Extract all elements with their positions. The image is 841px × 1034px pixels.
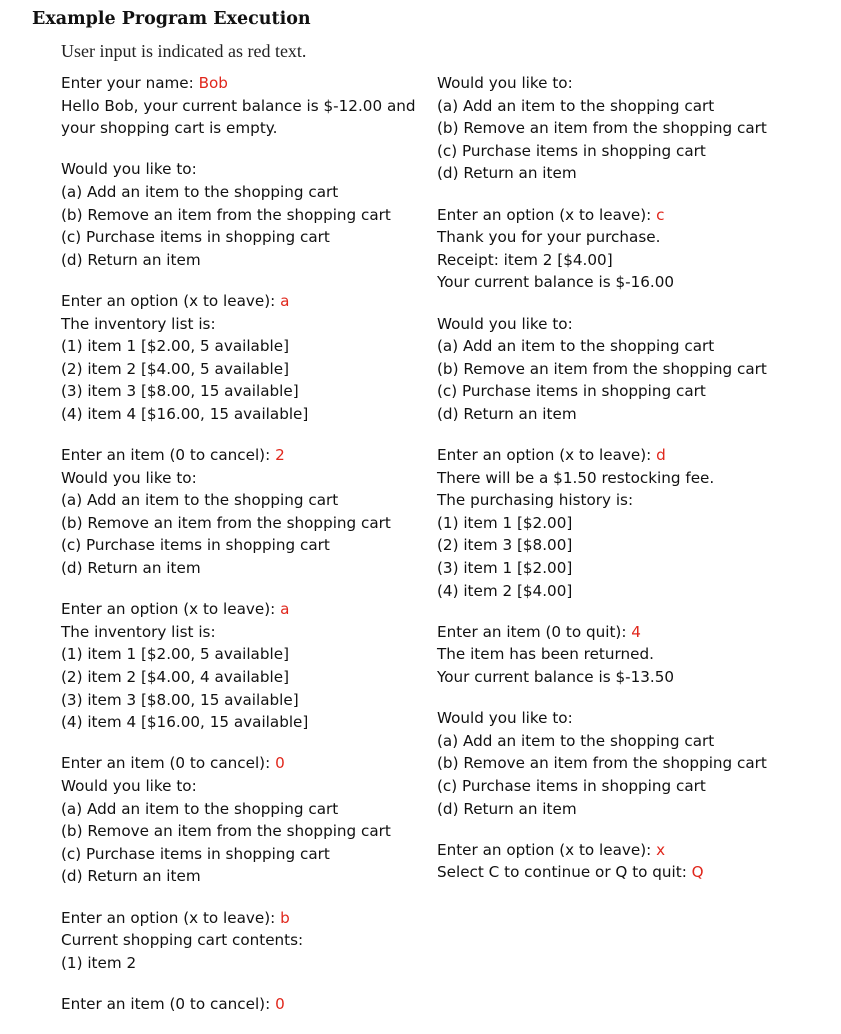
output-line (437, 467, 832, 490)
output-text: (4) item 4 [$16.00, 15 available] (61, 713, 309, 732)
user-input-text: 4 (631, 622, 641, 641)
output-text: (3) item 3 [$8.00, 15 available] (61, 382, 299, 401)
output-line (437, 580, 832, 603)
output-text: Enter an option (x to leave): (437, 446, 657, 465)
output-text: (d) Return an item (437, 799, 577, 818)
output-line (437, 666, 832, 689)
output-line (437, 204, 832, 227)
output-line (61, 204, 421, 227)
output-text: Would you like to: (437, 709, 573, 728)
output-text: (a) Add an item to the shopping cart (437, 337, 715, 356)
output-line (61, 843, 421, 866)
output-text: (b) Remove an item from the shopping cart (61, 205, 391, 224)
output-text: (a) Add an item to the shopping cart (437, 731, 715, 750)
output-line (61, 598, 421, 621)
output-text: There will be a $1.50 restocking fee. (437, 468, 715, 487)
output-line (437, 444, 832, 467)
output-text: (b) Remove an item from the shopping cart (61, 822, 391, 841)
output-line (437, 162, 832, 185)
output-line (437, 226, 832, 249)
input-legend-note: User input is indicated as red text. (61, 41, 307, 61)
output-text: (d) Return an item (437, 164, 577, 183)
output-line (61, 181, 421, 204)
output-line (61, 557, 421, 580)
output-text: (c) Purchase items in shopping cart (437, 777, 706, 795)
output-line (61, 929, 421, 952)
output-line (61, 489, 421, 512)
output-line (437, 489, 832, 512)
output-text: Enter an option (x to leave): (61, 908, 281, 927)
output-line (437, 643, 832, 666)
output-line (437, 95, 832, 118)
output-text: (d) Return an item (61, 559, 201, 578)
output-text: (c) Purchase items in shopping cart (61, 844, 330, 863)
output-text: Enter your name: (61, 74, 199, 92)
transcript-block (61, 752, 421, 888)
output-text: Thank you for your purchase. (437, 228, 661, 247)
output-line (61, 865, 421, 888)
output-text: (4) item 4 [$16.00, 15 available] (61, 404, 309, 423)
output-text: Current shopping cart contents: (61, 931, 304, 950)
user-input-text: d (656, 446, 666, 465)
output-text: (a) Add an item to the shopping cart (61, 182, 339, 201)
output-line (437, 117, 832, 140)
output-text: The item has been returned. (437, 645, 654, 664)
output-text: Enter an option (x to leave): (437, 205, 657, 224)
output-text: Would you like to: (437, 314, 573, 333)
output-line (437, 730, 832, 753)
output-text: Would you like to: (61, 777, 197, 795)
output-text: (3) item 3 [$8.00, 15 available] (61, 690, 299, 709)
output-line (437, 380, 832, 403)
transcript-block (61, 907, 421, 975)
output-line (61, 798, 421, 821)
output-text: (c) Purchase items in shopping cart (61, 536, 330, 555)
output-text: The purchasing history is: (437, 491, 634, 510)
output-text: (1) item 1 [$2.00, 5 available] (61, 337, 289, 356)
transcript-column-left (61, 72, 421, 1034)
user-input-text: a (280, 291, 290, 310)
output-line (61, 313, 421, 336)
output-line (61, 711, 421, 734)
output-text: The inventory list is: (61, 622, 216, 641)
output-line (61, 512, 421, 535)
output-text: (1) item 1 [$2.00, 5 available] (61, 645, 289, 664)
output-line (61, 335, 421, 358)
output-line (61, 290, 421, 313)
output-text: Enter an item (0 to cancel): (61, 754, 276, 773)
user-input-text: x (656, 840, 666, 859)
transcript-block (61, 158, 421, 271)
transcript-block (437, 444, 832, 602)
transcript-block (61, 444, 421, 580)
transcript-block (437, 72, 832, 185)
user-input-text: 2 (275, 446, 285, 465)
output-line (437, 839, 832, 862)
output-line (61, 467, 421, 490)
output-text: Enter an item (0 to cancel): (61, 994, 276, 1013)
output-line (437, 621, 832, 644)
user-input-text: c (656, 205, 665, 224)
output-text: (d) Return an item (61, 867, 201, 886)
output-line (61, 249, 421, 272)
output-text: (a) Add an item to the shopping cart (61, 799, 339, 818)
output-text: (d) Return an item (437, 404, 577, 423)
output-text: Enter an option (x to leave): (61, 600, 281, 619)
output-line (61, 907, 421, 930)
output-text: (c) Purchase items in shopping cart (437, 382, 706, 401)
output-text: (c) Purchase items in shopping cart (437, 141, 706, 160)
output-text: (c) Purchase items in shopping cart (61, 228, 330, 247)
output-text: (b) Remove an item from the shopping cart (437, 754, 767, 773)
transcript-block (437, 204, 832, 294)
output-text: (3) item 1 [$2.00] (437, 559, 573, 578)
output-text: Would you like to: (61, 468, 197, 487)
output-line (437, 798, 832, 821)
transcript-block (437, 621, 832, 689)
output-text: Would you like to: (437, 74, 573, 92)
transcript-block (437, 313, 832, 426)
transcript-block (437, 839, 832, 884)
output-line (61, 775, 421, 798)
output-line (61, 95, 421, 140)
output-line (437, 861, 832, 884)
output-line (437, 72, 832, 95)
output-text: Your current balance is $-16.00 (437, 273, 675, 292)
output-line (61, 689, 421, 712)
output-line (61, 444, 421, 467)
output-line (61, 643, 421, 666)
transcript-block (61, 72, 421, 140)
output-line (61, 226, 421, 249)
output-line (437, 358, 832, 381)
output-text: (b) Remove an item from the shopping cart (437, 119, 767, 138)
output-text: Would you like to: (61, 160, 197, 179)
output-text: (a) Add an item to the shopping cart (437, 96, 715, 115)
transcript-block (61, 598, 421, 734)
output-text: (2) item 2 [$4.00, 5 available] (61, 359, 289, 378)
output-line (437, 403, 832, 426)
output-line (61, 752, 421, 775)
output-text: (4) item 2 [$4.00] (437, 581, 573, 600)
page-title: Example Program Execution (32, 9, 311, 29)
output-text: (2) item 2 [$4.00, 4 available] (61, 668, 289, 687)
output-text: Your current balance is $-13.50 (437, 668, 675, 687)
output-line (61, 72, 421, 95)
user-input-text: 0 (275, 754, 285, 773)
output-line (437, 534, 832, 557)
output-text: (1) item 2 (61, 953, 137, 972)
output-text: Select C to continue or Q to quit: (437, 863, 692, 882)
output-text: (a) Add an item to the shopping cart (61, 491, 339, 510)
user-input-text: b (280, 908, 290, 927)
transcript-block (61, 993, 421, 1016)
user-input-text: Bob (198, 74, 228, 92)
user-input-text: a (280, 600, 290, 619)
output-text: Enter an item (0 to cancel): (61, 446, 276, 465)
output-line (437, 707, 832, 730)
output-line (61, 534, 421, 557)
output-text: (1) item 1 [$2.00] (437, 513, 573, 532)
output-line (437, 140, 832, 163)
output-text: Hello Bob, your current balance is $-12.00 and your shopping cart is empty. (61, 96, 416, 138)
output-text: (b) Remove an item from the shopping cart (437, 359, 767, 378)
output-text: Enter an option (x to leave): (437, 840, 657, 859)
output-text: (b) Remove an item from the shopping cart (61, 513, 391, 532)
output-line (61, 158, 421, 181)
output-line (61, 666, 421, 689)
output-line (437, 512, 832, 535)
transcript-block (437, 707, 832, 820)
output-line (61, 403, 421, 426)
output-line (61, 952, 421, 975)
user-input-text: Q (691, 863, 704, 882)
output-text: (d) Return an item (61, 250, 201, 269)
output-line (61, 358, 421, 381)
output-line (437, 775, 832, 798)
output-line (437, 249, 832, 272)
user-input-text: 0 (275, 994, 285, 1013)
output-line (61, 380, 421, 403)
output-text: The inventory list is: (61, 314, 216, 333)
output-line (437, 313, 832, 336)
output-line (61, 993, 421, 1016)
output-line (437, 335, 832, 358)
output-line (61, 621, 421, 644)
transcript-block (61, 290, 421, 426)
output-line (437, 557, 832, 580)
output-text: (2) item 3 [$8.00] (437, 536, 573, 555)
output-line (61, 820, 421, 843)
transcript-column-right (437, 72, 832, 903)
output-line (437, 271, 832, 294)
output-text: Enter an item (0 to quit): (437, 622, 632, 641)
output-text: Enter an option (x to leave): (61, 291, 281, 310)
output-text: Receipt: item 2 [$4.00] (437, 250, 613, 269)
output-line (437, 752, 832, 775)
